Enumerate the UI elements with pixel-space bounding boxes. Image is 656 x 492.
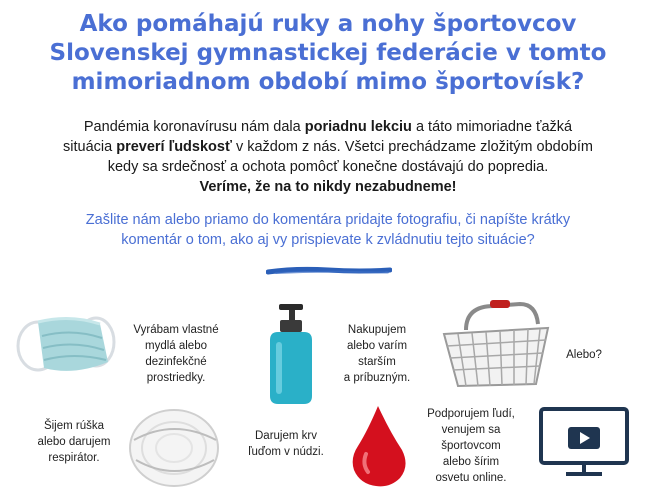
caption-soap <box>120 322 232 386</box>
caption-line: Alebo? <box>566 349 602 361</box>
monitor-play-icon <box>538 406 630 478</box>
intro-text-run: kedy sa srdečnosť a ochota pomôcť konečne dostávajú do popredia. <box>107 159 549 175</box>
soap-bottle-icon <box>256 302 316 406</box>
caption-line: a príbuzným. <box>343 372 411 384</box>
caption-line: alebo darujem <box>37 436 111 448</box>
shopping-basket-icon <box>436 300 556 390</box>
caption-line: respirátor. <box>48 452 100 464</box>
caption-line: Nakupujem <box>347 324 407 336</box>
caption-line: Vyrábam vlastné <box>133 324 219 336</box>
caption-blood <box>236 428 336 460</box>
caption-line: prostriedky. <box>146 372 206 384</box>
intro-emphasis: poriadnu lekciu <box>304 119 412 135</box>
caption-line: Šijem rúška <box>43 420 105 432</box>
intro-text-run: Pandémia koronavírusu nám dala <box>83 119 305 135</box>
intro-text <box>30 117 626 197</box>
call-line: komentár o tom, ako aj vy prispievate k zvládnutiu tejto situácie? <box>121 232 535 248</box>
caption-shopping <box>334 322 420 386</box>
intro-closing: Veríme, že na to nikdy nezabudneme! <box>199 179 457 195</box>
caption-line: starším <box>358 356 396 368</box>
caption-masks <box>24 418 124 466</box>
title-line: mimoriadnom období mimo športovísk? <box>71 69 585 95</box>
caption-line: dezinfekčné <box>145 356 207 368</box>
intro-text-run: a táto mimoriadne ťažká <box>411 119 573 135</box>
caption-line: venujem sa <box>441 424 501 436</box>
caption-line: športovcom <box>441 440 501 452</box>
caption-other <box>556 347 612 363</box>
title-line: Slovenskej gymnastickej federácie v tomto <box>49 40 607 66</box>
intro-text-run: situácia <box>63 139 117 155</box>
blood-drop-icon <box>344 402 412 488</box>
caption-line: Podporujem ľudí, <box>427 408 515 420</box>
caption-line: alebo varím <box>346 340 408 352</box>
call-to-action <box>30 210 626 250</box>
page-title <box>20 10 636 97</box>
caption-online <box>418 406 524 486</box>
caption-line: alebo šírim <box>442 456 500 468</box>
caption-line: mydlá alebo <box>144 340 207 352</box>
caption-line: Darujem krv <box>255 430 317 442</box>
respirator-icon <box>120 400 226 490</box>
call-line: Zašlite nám alebo priamo do komentára pridajte fotografiu, či napíšte krátky <box>85 212 571 228</box>
intro-emphasis: preverí ľudskosť <box>116 139 232 155</box>
caption-line: ľuďom v núdzi. <box>248 446 324 458</box>
title-line: Ako pomáhajú ruky a nohy športovcov <box>79 11 577 37</box>
surgical-mask-icon <box>8 302 120 384</box>
intro-text-run: v každom z nás. Všetci prechádzame zložitým obdobím <box>231 139 593 155</box>
caption-line: osvetu online. <box>435 472 507 484</box>
brush-stroke-divider <box>266 266 392 276</box>
